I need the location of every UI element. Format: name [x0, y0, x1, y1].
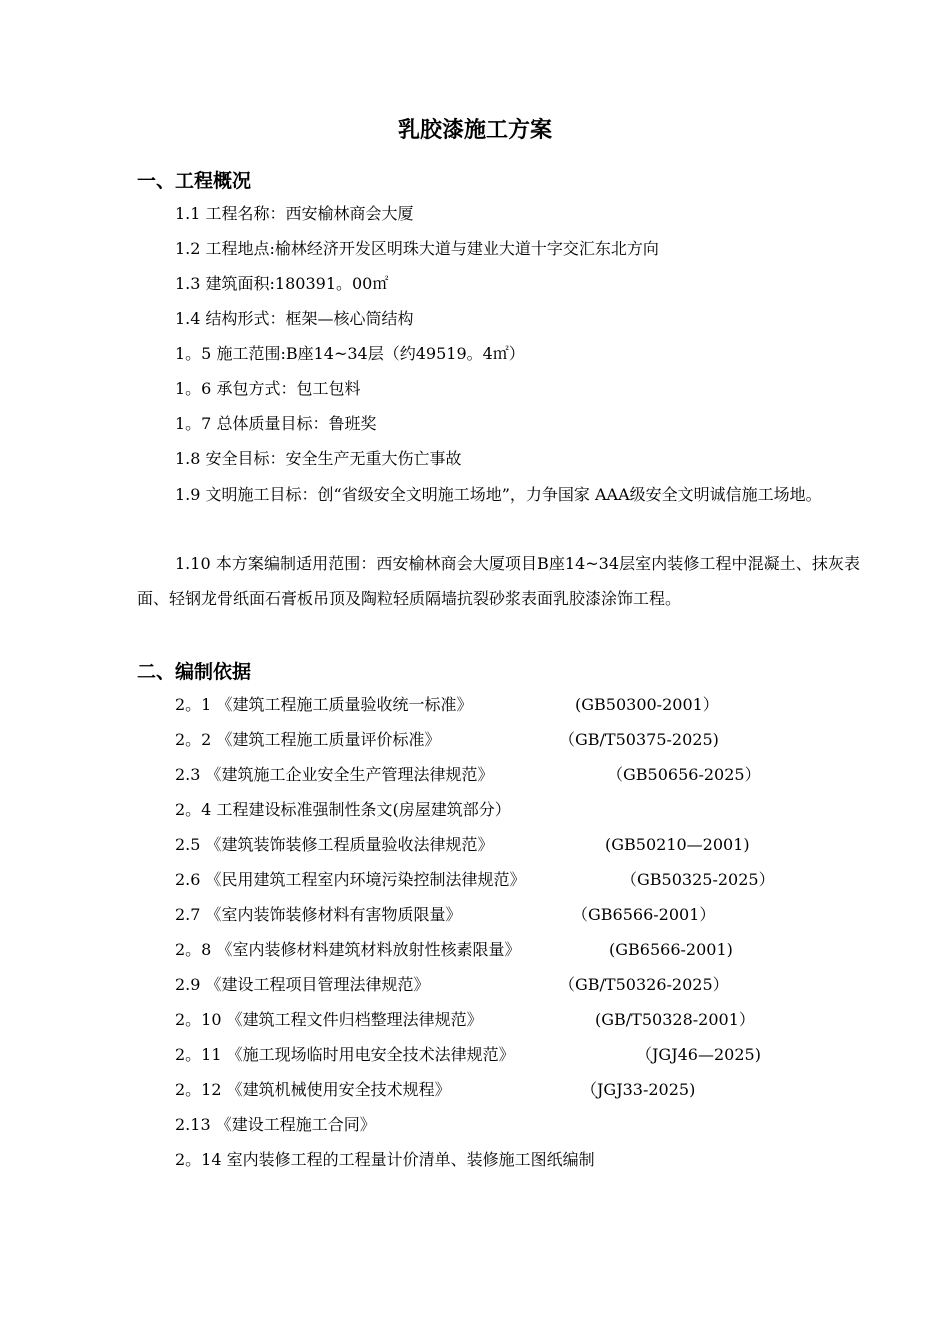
reference-row — [175, 797, 865, 823]
reference-title: 2。4 工程建设标准强制性条文(房屋建筑部分） — [175, 800, 511, 819]
reference-title: 2。2 《建筑工程施工质量评价标准》 — [175, 730, 441, 749]
reference-title: 2.13 《建设工程施工合同》 — [175, 1115, 376, 1134]
reference-row — [175, 937, 865, 963]
document-title: 乳胶漆施工方案 — [397, 118, 552, 143]
reference-row — [175, 832, 865, 858]
overview-item-1: 1.1 工程名称：西安榆林商会大厦 — [175, 204, 414, 223]
reference-title: 2.5 《建筑装饰装修工程质量验收法律规范》 — [175, 835, 494, 854]
reference-code: (GB50300-2001） — [575, 695, 719, 714]
reference-row — [175, 867, 865, 893]
reference-row — [175, 1007, 865, 1033]
reference-code: （GB50325-2025） — [621, 870, 775, 889]
reference-row — [175, 1112, 865, 1138]
reference-row — [175, 902, 865, 928]
reference-title: 2.6 《民用建筑工程室内环境污染控制法律规范》 — [175, 870, 526, 889]
section-heading-basis: 二、编制依据 — [137, 661, 252, 683]
reference-code: （GB/T50326-2025） — [559, 975, 729, 994]
overview-item-6: 1。6 承包方式：包工包料 — [175, 379, 361, 398]
reference-row — [175, 1077, 865, 1103]
overview-item-2: 1.2 工程地点:榆林经济开发区明珠大道与建业大道十字交汇东北方向 — [175, 239, 659, 258]
reference-title: 2.3 《建筑施工企业安全生产管理法律规范》 — [175, 765, 494, 784]
reference-row — [175, 762, 865, 788]
reference-title: 2.7 《室内装饰装修材料有害物质限量》 — [175, 905, 462, 924]
reference-title: 2。14 室内装修工程的工程量计价清单、装修施工图纸编制 — [175, 1150, 595, 1169]
overview-item-3: 1.3 建筑面积:180391。00㎡ — [175, 274, 389, 293]
reference-title: 2。8 《室内装修材料建筑材料放射性核素限量》 — [175, 940, 521, 959]
reference-code: (GB6566-2001) — [609, 940, 733, 959]
overview-item-4: 1.4 结构形式：框架—核心筒结构 — [175, 309, 414, 328]
reference-title: 2。10 《建筑工程文件归档整理法律规范》 — [175, 1010, 483, 1029]
section-heading-overview: 一、工程概况 — [137, 170, 252, 192]
overview-paragraph-scope: 1.10 本方案编制适用范围：西安榆林商会大厦项目B座14~34层室内装修工程中混凝土、抹灰表面、轻钢龙骨纸面石膏板吊顶及陶粒轻质隔墙抗裂砂浆表面乳胶漆涂饰工程。 — [137, 554, 860, 608]
reference-code: (GB50210—2001) — [605, 835, 750, 854]
reference-title: 2。1 《建筑工程施工质量验收统一标准》 — [175, 695, 473, 714]
overview-item-5: 1。5 施工范围:B座14~34层（约49519。4㎡） — [175, 344, 525, 363]
reference-code: （GB50656-2025） — [607, 765, 761, 784]
reference-title: 2。11 《施工现场临时用电安全技术法律规范》 — [175, 1045, 515, 1064]
reference-code: （JGJ46—2025) — [636, 1045, 761, 1064]
overview-paragraph-civilized: 1.9 文明施工目标：创“省级安全文明施工场地”，力争国家 AAA级安全文明诚信施工场地。 — [175, 485, 822, 504]
reference-code: （GB/T50375-2025) — [559, 730, 719, 749]
overview-item-8: 1.8 安全目标：安全生产无重大伤亡事故 — [175, 449, 462, 468]
reference-code: （JGJ33-2025) — [581, 1080, 696, 1099]
reference-code: (GB/T50328-2001） — [595, 1010, 755, 1029]
reference-row — [175, 1147, 865, 1173]
reference-row — [175, 727, 865, 753]
reference-row — [175, 1042, 865, 1068]
overview-item-7: 1。7 总体质量目标：鲁班奖 — [175, 414, 377, 433]
reference-code: （GB6566-2001） — [572, 905, 716, 924]
reference-title: 2。12 《建筑机械使用安全技术规程》 — [175, 1080, 451, 1099]
reference-row — [175, 692, 865, 718]
reference-row — [175, 972, 865, 998]
reference-title: 2.9 《建设工程项目管理法律规范》 — [175, 975, 430, 994]
